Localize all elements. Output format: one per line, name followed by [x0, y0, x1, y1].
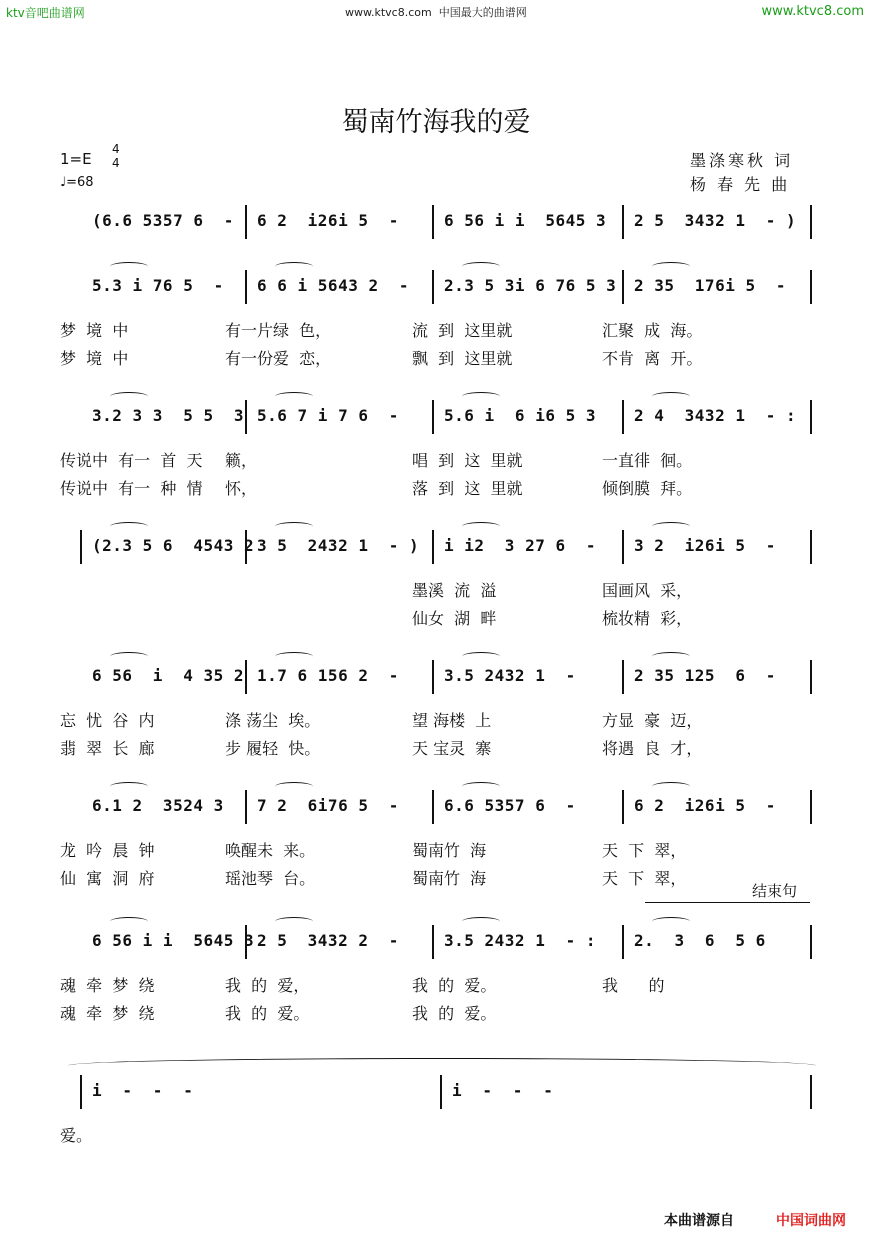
lyric-text: 翡 翠 长 廊	[60, 739, 155, 758]
measure-notes: 2 35 176i 5 -	[634, 276, 786, 295]
lyric-text: 我 的 爱。	[412, 1004, 497, 1023]
slur	[275, 522, 313, 531]
slur	[652, 782, 690, 791]
barline	[245, 660, 247, 694]
lyric-text: 唤醒未 来。	[225, 841, 316, 860]
barline	[622, 790, 624, 824]
lyric-text: 飘 到 这里就	[412, 349, 513, 368]
lyric-text: 流 到 这里就	[412, 321, 513, 340]
measure-notes: i - - -	[452, 1081, 554, 1100]
barline	[245, 790, 247, 824]
barline	[440, 1075, 442, 1109]
measure-notes: 6 56 i i 5645 3	[444, 211, 607, 230]
barline	[80, 530, 82, 564]
measure-notes: (6.6 5357 6 -	[92, 211, 234, 230]
lyric-text: 涤 荡尘 埃。	[225, 711, 321, 730]
slur	[110, 652, 148, 661]
slur	[275, 392, 313, 401]
lyric-text: 我 的 爱。	[225, 1004, 310, 1023]
barline	[622, 530, 624, 564]
slur	[462, 917, 500, 926]
barline	[810, 400, 812, 434]
lyric-text: 魂 牵 梦 绕	[60, 1004, 155, 1023]
slur	[652, 522, 690, 531]
measure-notes: 6.1 2 3524 3	[92, 796, 224, 815]
barline	[810, 530, 812, 564]
staff-line	[40, 925, 820, 959]
lyric-text: 梦 境 中	[60, 349, 129, 368]
measure-notes: 2 4 3432 1 - :	[634, 406, 797, 425]
slur	[652, 262, 690, 271]
lyric-text: 国画风 采，	[602, 581, 693, 600]
lyric-text: 仙女 湖 畔	[412, 609, 497, 628]
lyric-text: 汇聚 成 海。	[602, 321, 703, 340]
barline	[432, 790, 434, 824]
final-tie	[68, 1058, 816, 1073]
barline	[432, 925, 434, 959]
staff-line	[40, 530, 820, 564]
measure-notes: 3 2 i26i 5 -	[634, 536, 776, 555]
measure-notes: 2 5 3432 1 - )	[634, 211, 797, 230]
lyric-text: 忘 忧 谷 内	[60, 711, 155, 730]
slur	[275, 652, 313, 661]
lyric-text: 墨溪 流 溢	[412, 581, 497, 600]
lyric-text: 倾倒膜 拜。	[602, 479, 693, 498]
lyric-text: 龙 吟 晨 钟	[60, 841, 155, 860]
lyric-text: 天 下 翠，	[602, 841, 687, 860]
measure-notes: i - - -	[92, 1081, 194, 1100]
barline	[80, 1075, 82, 1109]
measure-notes: i i2 3 27 6 -	[444, 536, 596, 555]
site-name-left: ktv音吧曲谱网	[6, 6, 85, 20]
measure-notes: 6 56 i 4 35 2	[92, 666, 244, 685]
slur	[275, 262, 313, 271]
barline	[432, 660, 434, 694]
lyric-text: 蜀南竹 海	[412, 841, 487, 860]
barline	[810, 660, 812, 694]
lyric-text: 有一片绿 色，	[225, 321, 332, 340]
lyric-text: 天 宝灵 寨	[412, 739, 492, 758]
measure-notes: 5.3 i 76 5 -	[92, 276, 224, 295]
barline	[432, 205, 434, 239]
lyric-text: 传说中 有一 种 情	[60, 479, 203, 498]
key-signature: 1=E	[60, 150, 92, 168]
measure-notes: 2.3 5 3i 6 76 5 3	[444, 276, 617, 295]
site-url-right[interactable]: www.ktvc8.com	[761, 4, 864, 19]
lyric-text: 籁，	[225, 451, 258, 470]
song-title: 蜀南竹海我的爱	[341, 107, 531, 138]
lyricist-credit: 墨涤寒秋 词	[690, 151, 794, 170]
slur	[110, 522, 148, 531]
staff-line	[40, 790, 820, 824]
measure-notes: 3 5 2432 1 - )	[257, 536, 420, 555]
lyric-text: 怀，	[225, 479, 258, 498]
measure-notes: 3.5 2432 1 -	[444, 666, 576, 685]
lyric-text: 梳妆精 彩，	[602, 609, 693, 628]
measure-notes: 2. 3 6 5 6	[634, 931, 766, 950]
staff-line	[40, 205, 820, 239]
measure-notes: 5.6 7 i 7 6 -	[257, 406, 399, 425]
footer-source-label: 本曲谱源自	[664, 1213, 734, 1229]
lyric-text: 我 的 爱，	[225, 976, 310, 995]
barline	[810, 205, 812, 239]
lyric-text: 天 下 翠，	[602, 869, 687, 888]
measure-notes: (2.3 5 6 4543 2	[92, 536, 255, 555]
barline	[622, 660, 624, 694]
lyric-text: 传说中 有一 首 天	[60, 451, 203, 470]
ending-bracket	[645, 902, 810, 903]
slur	[110, 782, 148, 791]
measure-notes: 7 2 6i76 5 -	[257, 796, 399, 815]
measure-notes: 6 56 i i 5645 3	[92, 931, 255, 950]
composer-credit: 杨 春 先 曲	[690, 175, 791, 194]
barline	[432, 270, 434, 304]
lyric-text: 一直徘 徊。	[602, 451, 693, 470]
barline	[622, 400, 624, 434]
lyric-text: 蜀南竹 海	[412, 869, 487, 888]
lyric-text: 望 海楼 上	[412, 711, 492, 730]
barline	[622, 205, 624, 239]
staff-line	[40, 400, 820, 434]
barline	[245, 400, 247, 434]
lyric-text: 唱 到 这 里就	[412, 451, 523, 470]
barline	[622, 925, 624, 959]
lyric-text: 步 履轻 快。	[225, 739, 321, 758]
barline	[432, 530, 434, 564]
barline	[810, 1075, 812, 1109]
measure-notes: 6 2 i26i 5 -	[257, 211, 399, 230]
lyric-text: 落 到 这 里就	[412, 479, 523, 498]
staff-line	[40, 660, 820, 694]
slur	[462, 392, 500, 401]
staff-line	[40, 1075, 820, 1109]
slur	[275, 917, 313, 926]
lyric-text: 爱。	[60, 1126, 93, 1145]
measure-notes: 2 5 3432 2 -	[257, 931, 399, 950]
lyric-text: 我 的	[602, 976, 665, 995]
barline	[810, 925, 812, 959]
lyric-text: 梦 境 中	[60, 321, 129, 340]
measure-notes: 2 35 125 6 -	[634, 666, 776, 685]
measure-notes: 3.5 2432 1 - :	[444, 931, 596, 950]
barline	[245, 205, 247, 239]
tempo-marking: ♩=68	[60, 175, 94, 190]
slur	[110, 262, 148, 271]
measure-notes: 3.2 3 3 5 5 3	[92, 406, 244, 425]
barline	[810, 790, 812, 824]
slur	[462, 782, 500, 791]
lyric-text: 我 的 爱。	[412, 976, 497, 995]
slur	[110, 392, 148, 401]
slur	[462, 522, 500, 531]
slur	[462, 652, 500, 661]
measure-notes: 6.6 5357 6 -	[444, 796, 576, 815]
lyric-text: 将遇 良 才，	[602, 739, 703, 758]
time-signature: 4 4	[112, 142, 120, 170]
slur	[462, 262, 500, 271]
measure-notes: 6 6 i 5643 2 -	[257, 276, 409, 295]
staff-line	[40, 270, 820, 304]
barline	[622, 270, 624, 304]
lyric-text: 仙 寓 洞 府	[60, 869, 155, 888]
measure-notes: 1.7 6 156 2 -	[257, 666, 399, 685]
lyric-text: 不肯 离 开。	[602, 349, 703, 368]
measure-notes: 6 2 i26i 5 -	[634, 796, 776, 815]
slur	[110, 917, 148, 926]
barline	[245, 270, 247, 304]
lyric-text: 瑶池琴 台。	[225, 869, 316, 888]
site-url-center[interactable]: www.ktvc8.com 中国最大的曲谱网	[345, 6, 527, 19]
lyric-text: 方显 豪 迈，	[602, 711, 703, 730]
lyric-text: 有一份爱 恋，	[225, 349, 332, 368]
lyric-text: 魂 牵 梦 绕	[60, 976, 155, 995]
slur	[652, 652, 690, 661]
slur	[652, 917, 690, 926]
footer-source-site[interactable]: 中国词曲网	[776, 1213, 846, 1229]
slur	[652, 392, 690, 401]
slur	[275, 782, 313, 791]
ending-label: 结束句	[752, 882, 798, 900]
measure-notes: 5.6 i 6 i6 5 3	[444, 406, 596, 425]
barline	[432, 400, 434, 434]
barline	[810, 270, 812, 304]
